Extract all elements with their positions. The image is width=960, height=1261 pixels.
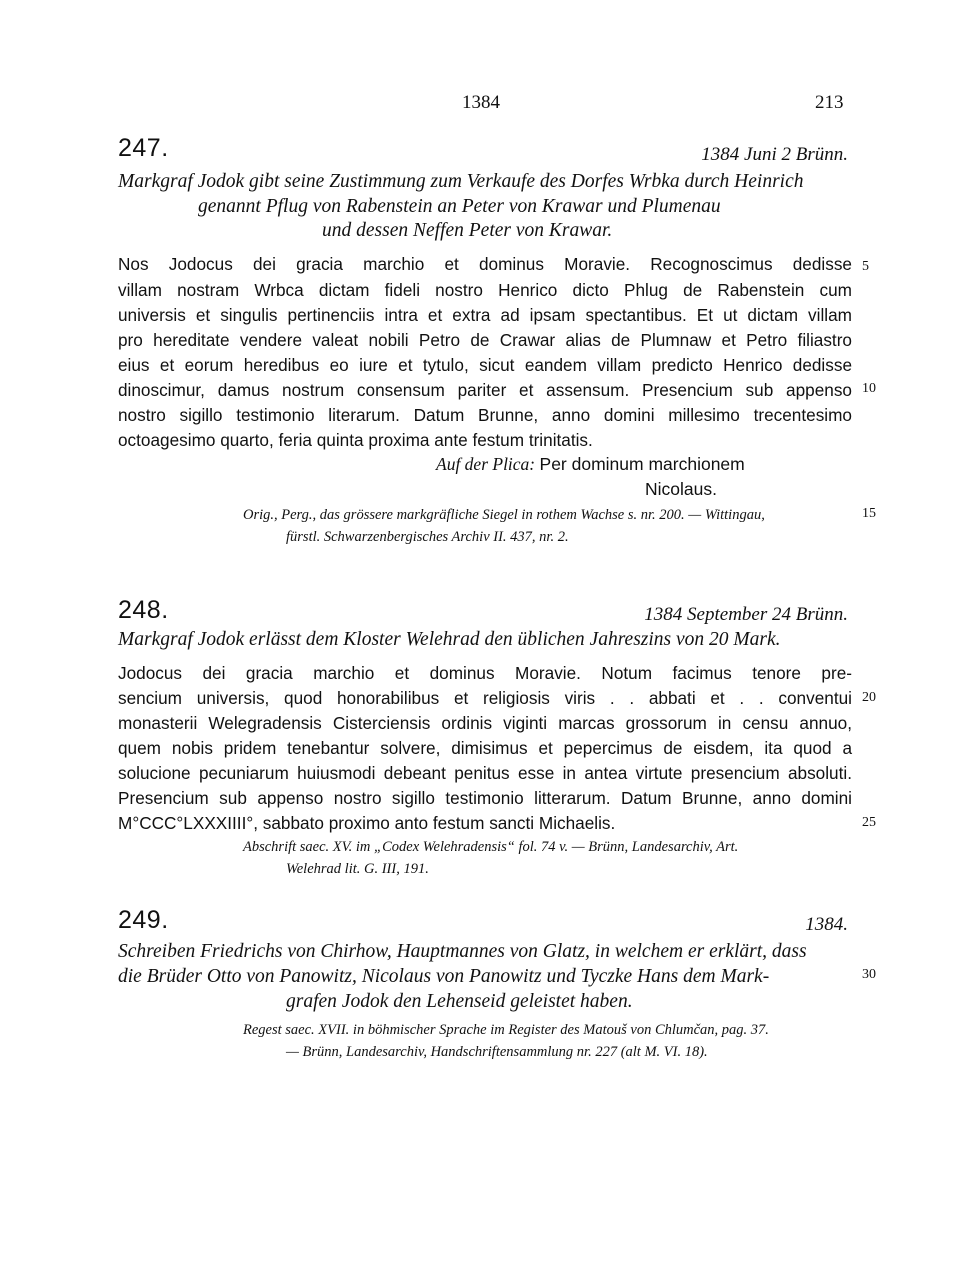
body-line: Jodocus dei gracia marchio et dominus Moravie. Notum facimus tenore pre-	[118, 663, 852, 683]
margin-line-number: 15	[862, 506, 876, 521]
plica-line	[436, 456, 745, 474]
source-note-line: Orig., Perg., das grössere markgräfliche Siegel in rothem Wachse s. nr. 200. — Wittingau,	[243, 507, 765, 523]
body-line: quem nobis pridem tenebantur solvere, dimisimus et pepercimus de eisdem, ita quod a	[118, 738, 852, 758]
source-note-line: Abschrift saec. XV. im „Codex Welehradensis“ fol. 74 v. — Brünn, Landesarchiv, Art.	[243, 839, 739, 855]
plica-text: Per dominum marchionem	[539, 454, 745, 474]
margin-line-number: 5	[862, 259, 869, 274]
margin-line-number: 30	[862, 967, 876, 982]
entry-number: 247.	[118, 134, 169, 162]
entry-summary-line: grafen Jodok den Lehenseid geleistet haben.	[286, 991, 633, 1012]
source-note-line: fürstl. Schwarzenbergisches Archiv II. 437, nr. 2.	[286, 529, 569, 545]
body-line: universis et singulis pertinenciis intra et extra ad ipsam spectantibus. Et ut dictam villam	[118, 305, 852, 325]
entry-summary-line: Schreiben Friedrichs von Chirhow, Hauptmannes von Glatz, in welchem er erklärt, dass	[118, 941, 807, 962]
entry-number: 248.	[118, 596, 169, 624]
body-line: pro hereditate vendere valeat nobili Petro de Crawar alias de Plumnaw et Petro filiastro	[118, 330, 852, 350]
entry-date: 1384 Juni 2 Brünn.	[701, 144, 848, 165]
body-line: sencium universis, quod honorabilibus et religiosis viris . . abbati et . . conventui	[118, 688, 852, 708]
body-line: Presencium sub appenso nostro sigillo testimonio litterarum. Datum Brunne, anno domini	[118, 788, 852, 808]
margin-line-number: 20	[862, 690, 876, 705]
running-head-year: 1384	[462, 92, 500, 113]
page-number: 213	[815, 92, 844, 113]
margin-line-number: 25	[862, 815, 876, 830]
body-line: monasterii Welegradensis Cisterciensis ordinis viginti marcas grossorum in censu annuo,	[118, 713, 852, 733]
source-note-line: — Brünn, Landesarchiv, Handschriftensammlung nr. 227 (alt M. VI. 18).	[286, 1044, 708, 1060]
margin-line-number: 10	[862, 381, 876, 396]
entry-summary-line: genannt Pflug von Rabenstein an Peter von Krawar und Plumenau	[198, 196, 721, 217]
source-note-line: Regest saec. XVII. in böhmischer Sprache im Register des Matouš von Chlumčan, pag. 37.	[243, 1022, 769, 1038]
body-line: Nos Jodocus dei gracia marchio et dominus Moravie. Recognoscimus dedisse	[118, 254, 852, 274]
entry-summary-line: und dessen Neffen Peter von Krawar.	[322, 220, 613, 241]
body-line: villam nostram Wrbca dictam fideli nostro Henrico dicto Phlug de Rabenstein cum	[118, 280, 852, 300]
body-line: dinoscimur, damus nostrum consensum pariter et assensum. Presencium sub appenso	[118, 380, 852, 400]
body-line: octoagesimo quarto, feria quinta proxima ante festum trinitatis.	[118, 430, 593, 450]
entry-date: 1384.	[805, 914, 848, 935]
entry-summary-line: Markgraf Jodok gibt seine Zustimmung zum Verkaufe des Dorfes Wrbka durch Heinrich	[118, 171, 804, 192]
body-line: M°CCC°LXXXIIII°, sabbato proximo anto festum sancti Michaelis.	[118, 813, 616, 833]
plica-label: Auf der Plica:	[436, 454, 536, 474]
entry-date: 1384 September 24 Brünn.	[644, 604, 848, 625]
body-line: solucione pecuniarum huiusmodi debeant penitus esse in antea virtute presencium absoluti.	[118, 763, 852, 783]
body-line: eius et eorum heredibus eo iure et tytulo, sicut eandem villam predicto Henrico dedisse	[118, 355, 852, 375]
entry-summary-line: Markgraf Jodok erlässt dem Kloster Welehrad den üblichen Jahreszins von 20 Mark.	[118, 629, 781, 650]
entry-number: 249.	[118, 906, 169, 934]
source-note-line: Welehrad lit. G. III, 191.	[286, 861, 429, 877]
body-line: nostro sigillo testimonio literarum. Datum Brunne, anno domini millesimo trecentesimo	[118, 405, 852, 425]
entry-summary-line: die Brüder Otto von Panowitz, Nicolaus von Panowitz und Tyczke Hans dem Mark-	[118, 966, 770, 987]
signature: Nicolaus.	[645, 479, 717, 499]
